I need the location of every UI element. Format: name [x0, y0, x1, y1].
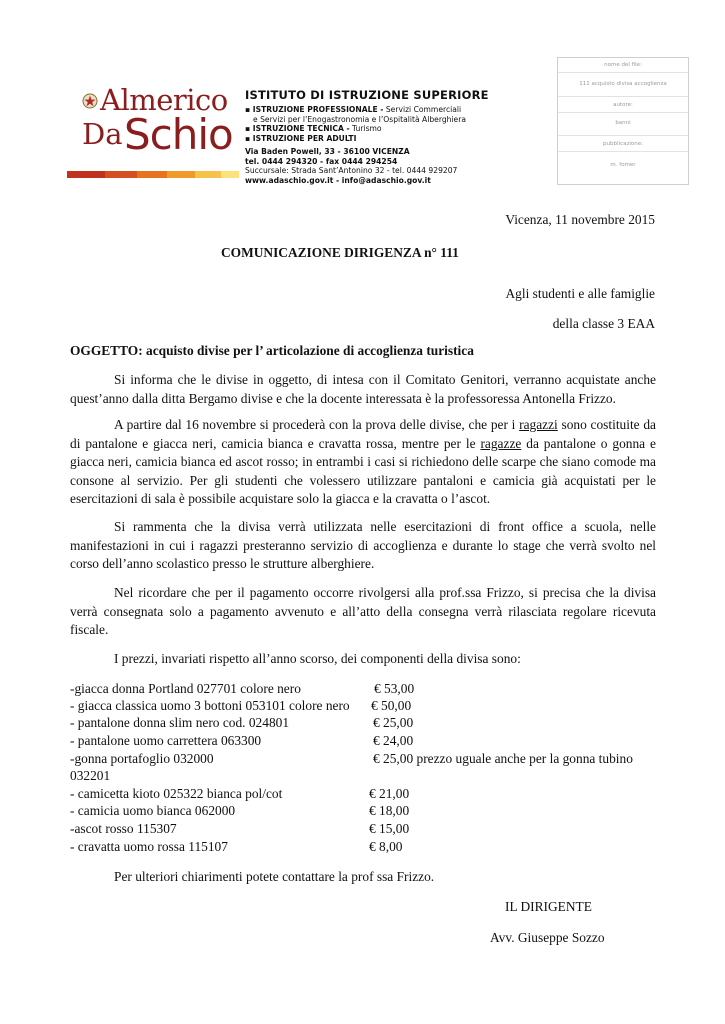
price-value: € 15,00 — [369, 821, 410, 836]
closing-line: Per ulteriori chiarimenti potete contattare la prof ssa Frizzo. — [114, 869, 435, 884]
logo-word-almerico: Almerico — [100, 83, 228, 117]
paragraph-1 — [70, 371, 656, 408]
institute-line-text: Servizi Commerciali — [383, 105, 462, 114]
price-item: - giacca classica uomo 3 bottoni 053101 colore nero — [70, 698, 350, 713]
price-item: - pantalone uomo carrettera 063300 — [70, 733, 262, 748]
paragraph-text: Si informa che le divise in oggetto, di intesa con il Comitato Genitori, verranno acquistate anche quest’anno dalla ditta Bergamo divise e che la docente interessata è la professoressa Antonella Frizzo. — [70, 372, 656, 406]
logo-bar-segment — [67, 171, 105, 178]
institute-info — [245, 88, 489, 185]
meta-author-value: banni — [615, 120, 631, 126]
republic-emblem-icon — [82, 93, 98, 109]
logo-word-da: Da — [82, 117, 123, 151]
logo-bar-segment — [195, 171, 221, 178]
recipient-class: della classe 3 EAA — [552, 316, 655, 331]
meta-file-value: 111 acquisto divisa accoglienza — [579, 81, 667, 87]
meta-divider — [558, 72, 688, 73]
institute-line — [245, 105, 489, 115]
phone-line: tel. 0444 294320 - fax 0444 294254 — [245, 156, 398, 166]
web-line: www.adaschio.gov.it - info@adaschio.gov.it — [245, 175, 431, 185]
price-value: € 8,00 — [369, 839, 403, 854]
meta-pub-label: pubblicazione: — [603, 141, 643, 147]
price-value: € 21,00 — [369, 786, 410, 801]
letter-date: Vicenza, 11 novembre 2015 — [505, 212, 655, 227]
underlined-word: ragazzi — [519, 417, 558, 432]
price-value: € 18,00 — [369, 803, 410, 818]
price-item: -giacca donna Portland 027701 colore nero — [70, 681, 301, 696]
institute-phone — [245, 157, 489, 167]
underlined-word: ragazze — [480, 435, 522, 451]
institute-line-bold: ▪ ISTRUZIONE TECNICA - — [245, 124, 350, 133]
price-value: € 53,00 — [374, 681, 415, 696]
price-value: € 25,00 — [373, 715, 414, 730]
price-item: - camicia uomo bianca 062000 — [70, 803, 236, 818]
price-item: - cravatta uomo rossa 115107 — [70, 839, 228, 854]
meta-divider — [558, 112, 688, 113]
price-item: - pantalone donna slim nero cod. 024801 — [70, 715, 290, 730]
price-item: -gonna portafoglio 032000 — [70, 751, 214, 766]
paragraph-3 — [70, 518, 656, 574]
address-line: Via Baden Powell, 33 - 36100 VICENZA — [245, 147, 410, 156]
institute-line — [245, 124, 489, 134]
logo-bar-segment — [221, 171, 239, 178]
institute-line: e Servizi per l’Enogastronomia e l’Ospitalità Alberghiera — [253, 114, 467, 124]
institute-line-text: Turismo — [349, 124, 382, 133]
price-value: € 50,00 — [371, 698, 412, 713]
price-value: € 24,00 — [373, 733, 414, 748]
paragraph-text: Nel ricordare che per il pagamento occorre rivolgersi alla prof.ssa Frizzo, si precisa che la divisa verrà consegnata solo a pagamento avvenuto e all’atto della consegna verrà rilasciata regolare ricevuta fiscale. — [70, 585, 656, 637]
institute-address — [245, 147, 489, 157]
file-meta-box — [557, 57, 689, 185]
institute-line — [245, 134, 489, 144]
institute-title: ISTITUTO DI ISTRUZIONE SUPERIORE — [245, 88, 489, 102]
institute-line-bold: ▪ ISTRUZIONE PROFESSIONALE - — [245, 105, 384, 114]
letter-subject: OGGETTO: acquisto divise per l’ articolazione di accoglienza turistica — [70, 343, 474, 358]
meta-author-label: autore: — [613, 102, 633, 108]
meta-divider — [558, 135, 688, 136]
letter-title: COMUNICAZIONE DIRIGENZA n° 111 — [221, 245, 459, 260]
meta-file-label: nome del file: — [604, 62, 642, 68]
paragraph-4 — [70, 584, 656, 640]
price-item: 032201 — [70, 768, 111, 783]
price-value: € 25,00 prezzo uguale anche per la gonna tubino — [373, 751, 633, 766]
text-run: A partire dal 16 novembre si procederà con la prova delle divise, che per i — [114, 417, 520, 432]
meta-divider — [558, 151, 688, 152]
institute-web — [245, 176, 489, 186]
logo-bar-segment — [105, 171, 137, 178]
price-item: - camicetta kioto 025322 bianca pol/cot — [70, 786, 283, 801]
prices-intro: I prezzi, invariati rispetto all’anno scorso, dei componenti della divisa sono: — [114, 651, 521, 666]
paragraph-2 — [70, 416, 656, 509]
institute-branch: Succursale: Strada Sant’Antonino 32 - tel. 0444 929207 — [245, 166, 458, 175]
price-item: -ascot rosso 115307 — [70, 821, 177, 836]
recipient-line: Agli studenti e alle famiglie — [505, 286, 655, 301]
signature-role: IL DIRIGENTE — [505, 899, 592, 914]
institute-line-bold: ▪ ISTRUZIONE PER ADULTI — [245, 133, 357, 143]
paragraph-text — [70, 416, 656, 509]
meta-divider — [558, 96, 688, 97]
logo-word-schio: Schio — [124, 110, 233, 159]
logo-bar-segment — [167, 171, 195, 178]
text-run: sono costituite da di pantalone e giacca neri, camicia bianca e cravatta rossa, mentre per le — [70, 417, 656, 451]
paragraph-text: Si rammenta che la divisa verrà utilizzata nelle esercitazioni di front office a scuola, nelle manifestazioni in cui i ragazzi presteranno servizio di accoglienza e durante lo stage che verrà svolto nel corso dell’anno scolastico presso le strutture alberghiere. — [70, 519, 656, 571]
text-run: da pantalone o gonna e giacca neri, camicia bianca ed ascot rosso; in entrambi i casi si richiedono delle scarpe che siano comode ma consone al servizio. Per gli studenti che volessero utilizzare pantaloni e camicia già acquistati per le esercitazioni di sala è possibile acquistare solo la giacca e la cravatta o l’ascot. — [70, 435, 656, 506]
signature-name: Avv. Giuseppe Sozzo — [490, 930, 605, 945]
logo-bar-segment — [137, 171, 167, 178]
logo-color-bar — [67, 171, 239, 178]
meta-pub-value: m. fomer — [610, 162, 636, 168]
